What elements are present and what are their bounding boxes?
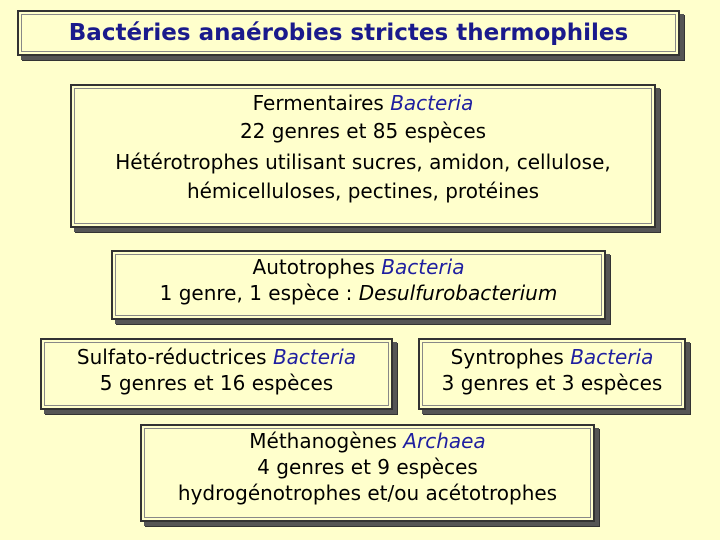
fermentaires-name: Fermentaires: [252, 91, 384, 115]
fermentaires-desc-line1: Hétérotrophes utilisant sucres, amidon, cellulose,: [115, 150, 611, 174]
autotrophes-genus: Desulfurobacterium: [358, 281, 558, 305]
title-box: [17, 10, 680, 56]
fermentaires-box: [70, 84, 656, 228]
sulfato-count: 5 genres et 16 espèces: [99, 371, 334, 395]
methanogenes-taxon: Archaea: [403, 429, 486, 453]
autotrophes-count: [113, 280, 604, 307]
sulfato-taxon: Bacteria: [272, 345, 357, 369]
sulfato-name: Sulfato-réductrices: [76, 345, 267, 369]
syntrophes-name: Syntrophes: [450, 345, 564, 369]
autotrophes-heading: [113, 255, 604, 280]
fermentaires-desc-line2: hémicelluloses, pectines, protéines: [186, 179, 540, 203]
syntrophes-heading: [420, 344, 684, 370]
methanogenes-desc: hydrogénotrophes et/ou acétotrophes: [177, 481, 558, 505]
methanogenes-name: Méthanogènes: [249, 429, 397, 453]
fermentaires-heading: [72, 90, 654, 116]
sulfato-heading: [42, 344, 391, 370]
methanogenes-box: [140, 424, 595, 522]
sulfato-box: [40, 338, 393, 410]
autotrophes-name: Autotrophes: [252, 255, 375, 279]
syntrophes-box: [418, 338, 686, 410]
fermentaires-taxon: Bacteria: [390, 91, 474, 115]
methanogenes-heading: [142, 428, 593, 454]
autotrophes-count-prefix: 1 genre, 1 espèce :: [159, 281, 359, 305]
fermentaires-count: 22 genres et 85 espèces: [239, 119, 487, 143]
autotrophes-taxon: Bacteria: [381, 255, 465, 279]
methanogenes-count: 4 genres et 9 espèces: [257, 455, 478, 479]
syntrophes-count: 3 genres et 3 espèces: [441, 371, 663, 395]
autotrophes-box: [111, 250, 606, 320]
diagram-title: Bactéries anaérobies strictes thermophiles: [68, 20, 629, 46]
syntrophes-taxon: Bacteria: [570, 345, 654, 369]
